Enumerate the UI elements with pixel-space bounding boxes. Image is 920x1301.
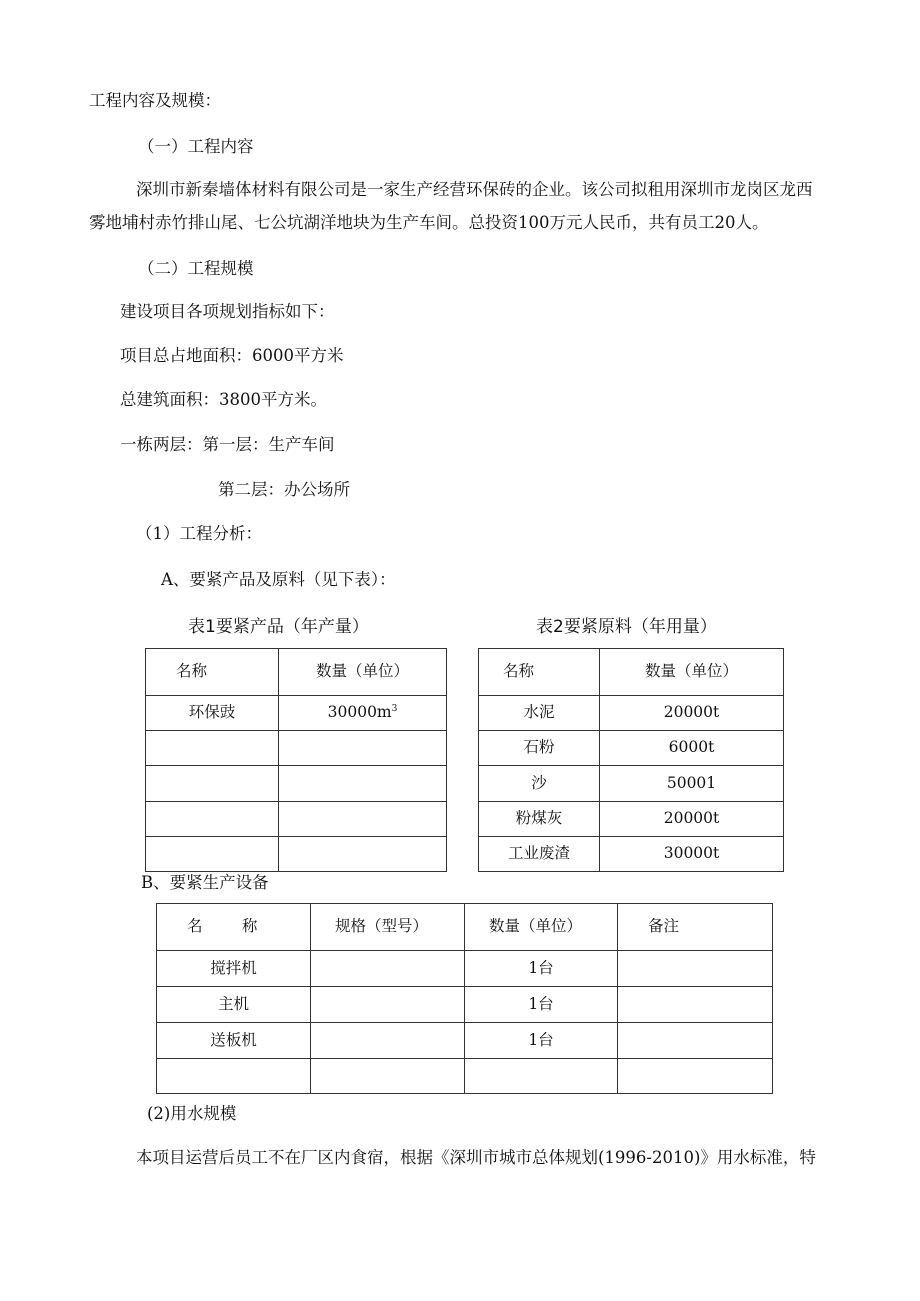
- material-name: 石粉: [479, 731, 600, 766]
- equipment-spec: [311, 987, 465, 1023]
- table-row: [146, 696, 447, 731]
- table-header-row: [157, 904, 773, 951]
- table-row: [479, 766, 784, 802]
- table-row: [479, 696, 784, 731]
- equipment-quantity: 1台: [465, 951, 618, 987]
- floor-area: 总建筑面积：3800平方米。: [120, 390, 327, 409]
- table-row: [157, 1059, 773, 1094]
- section1-para-line2: 雾地埔村赤竹排山尾、七公坑湖洋地块为生产车间。总投资100万元人民币，共有员工20人。: [89, 213, 769, 232]
- subsection-b-title: B、要紧生产设备: [141, 873, 269, 892]
- material-name: 沙: [479, 766, 600, 802]
- table-header-row: [479, 649, 784, 696]
- section1-para-line1: 深圳市新秦墙体材料有限公司是一家生产经营环保砖的企业。该公司拟租用深圳市龙岗区龙西: [136, 180, 813, 199]
- table-row: [157, 1023, 773, 1059]
- water-title: (2)用水规模: [147, 1104, 237, 1123]
- section2-title: （二）工程规模: [138, 259, 254, 278]
- equipment-note: [618, 987, 773, 1023]
- product-name: 环保豉: [146, 696, 279, 731]
- header-quantity: 数量（单位）: [600, 649, 784, 696]
- equipment-quantity: 1台: [465, 1023, 618, 1059]
- equipment-note: [618, 951, 773, 987]
- equipment-name: 搅拌机: [157, 951, 311, 987]
- products-table: [145, 648, 447, 872]
- equipment-name: 送板机: [157, 1023, 311, 1059]
- analysis-title: （1）工程分析：: [136, 524, 262, 543]
- material-quantity: 50001: [600, 766, 784, 802]
- table-header-row: [146, 649, 447, 696]
- table2-caption: 表2要紧原料（年用量）: [536, 617, 717, 637]
- table-row: [157, 951, 773, 987]
- floors-line1: 一栋两层：第一层：生产车间: [120, 435, 335, 454]
- table-row: [146, 766, 447, 802]
- product-quantity: $30000m^3$: [279, 696, 447, 731]
- table-row: [479, 731, 784, 766]
- materials-table: [478, 648, 784, 872]
- table-row: [479, 802, 784, 837]
- table-row: [157, 987, 773, 1023]
- table-row: [479, 837, 784, 872]
- equipment-name: 主机: [157, 987, 311, 1023]
- header-name: 名称: [479, 649, 600, 696]
- equipment-spec: [311, 1023, 465, 1059]
- water-para: 本项目运营后员工不在厂区内食宿，根据《深圳市城市总体规划(1996-2010)》用水标准，特: [136, 1148, 816, 1167]
- header-spec: 规格（型号）: [311, 904, 465, 951]
- header-quantity: 数量（单位）: [279, 649, 447, 696]
- equipment-quantity: 1台: [465, 987, 618, 1023]
- floors-line2: 第二层：办公场所: [218, 480, 350, 499]
- table-row: [146, 802, 447, 837]
- material-quantity: 30000t: [600, 837, 784, 872]
- table1-caption: 表1要紧产品（年产量）: [188, 617, 369, 637]
- equipment-spec: [311, 951, 465, 987]
- table-row: [146, 731, 447, 766]
- material-name: 水泥: [479, 696, 600, 731]
- material-name: 工业废渣: [479, 837, 600, 872]
- section2-intro: 建设项目各项规划指标如下：: [120, 302, 335, 321]
- section1-title: （一）工程内容: [138, 137, 254, 156]
- header-quantity: 数量（单位）: [465, 904, 618, 951]
- land-area: 项目总占地面积：6000平方米: [120, 346, 344, 365]
- material-quantity: 6000t: [600, 731, 784, 766]
- material-name: 粉煤灰: [479, 802, 600, 837]
- table-row: [146, 837, 447, 872]
- header-note: 备注: [618, 904, 773, 951]
- material-quantity: 20000t: [600, 802, 784, 837]
- subsection-a-title: A、要紧产品及原料（见下表）：: [161, 570, 396, 589]
- material-quantity: 20000t: [600, 696, 784, 731]
- equipment-table: [156, 903, 773, 1094]
- equipment-note: [618, 1023, 773, 1059]
- header-name: 名称: [146, 649, 279, 696]
- page-heading: 工程内容及规模：: [89, 91, 221, 110]
- header-name: 名 称: [157, 904, 311, 951]
